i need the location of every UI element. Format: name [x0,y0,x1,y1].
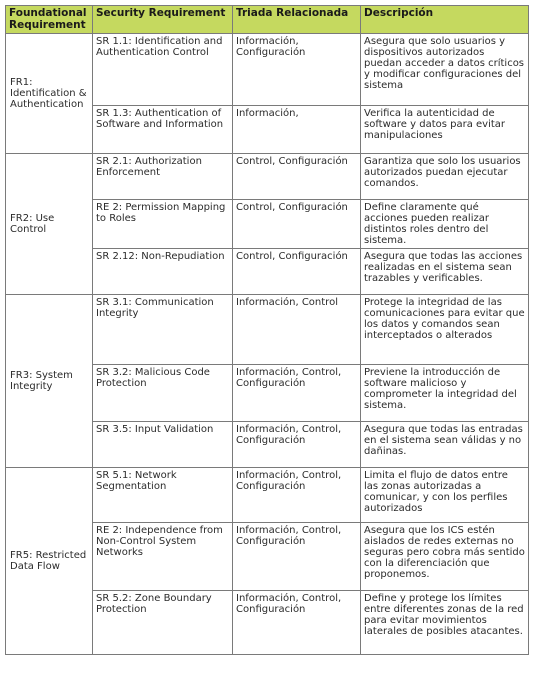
header-row [6,6,529,34]
desc-cell: Verifica la autenticidad de software y datos para evitar manipulaciones [361,106,529,154]
header-descripcion: Descripción [361,6,529,34]
triada-cell: Información, Control, Configuración [233,365,361,422]
fr-cell: FR5: Restricted Data Flow [6,468,93,655]
desc-cell: Define claramente qué acciones pueden realizar distintos roles dentro del sistema. [361,200,529,249]
desc-cell: Asegura que los ICS estén aislados de redes externas no seguras pero cobra más sentido con la diferenciación que proponemos. [361,523,529,591]
triada-cell: Información, Control [233,295,361,365]
desc-cell: Garantiza que solo los usuarios autorizados puedan ejecutar comandos. [361,154,529,200]
fr-cell: FR3: System Integrity [6,295,93,468]
header-foundational: Foundational Requirement [6,6,93,34]
table-row [6,468,529,523]
sr-cell: SR 3.2: Malicious Code Protection [93,365,233,422]
sr-cell: SR 5.1: Network Segmentation [93,468,233,523]
triada-cell: Información, Control, Configuración [233,523,361,591]
desc-cell: Asegura que solo usuarios y dispositivos autorizados puedan acceder a datos críticos y modificar configuraciones del sistema [361,34,529,106]
triada-cell: Información, [233,106,361,154]
triada-cell: Control, Configuración [233,200,361,249]
desc-cell: Protege la integridad de las comunicaciones para evitar que los datos y comandos sean interceptados o alterados [361,295,529,365]
desc-cell: Limita el flujo de datos entre las zonas autorizadas a comunicar, y con los perfiles autorizados [361,468,529,523]
triada-cell: Información, Configuración [233,34,361,106]
triada-cell: Información, Control, Configuración [233,422,361,468]
sr-cell: RE 2: Permission Mapping to Roles [93,200,233,249]
desc-cell: Define y protege los límites entre diferentes zonas de la red para evitar movimientos laterales de posibles atacantes. [361,591,529,655]
desc-cell: Previene la introducción de software malicioso y comprometer la integridad del sistema. [361,365,529,422]
header-security: Security Requirement [93,6,233,34]
sr-cell: SR 3.5: Input Validation [93,422,233,468]
header-triada: Triada Relacionada [233,6,361,34]
sr-cell: SR 3.1: Communication Integrity [93,295,233,365]
sr-cell: SR 5.2: Zone Boundary Protection [93,591,233,655]
sr-cell: SR 1.1: Identification and Authentication Control [93,34,233,106]
table-row [6,295,529,365]
sr-cell: SR 2.1: Authorization Enforcement [93,154,233,200]
sr-cell: SR 2.12: Non-Repudiation [93,249,233,295]
fr-cell: FR1: Identification & Authentication [6,34,93,154]
desc-cell: Asegura que todas las acciones realizadas en el sistema sean trazables y verificables. [361,249,529,295]
desc-cell: Asegura que todas las entradas en el sistema sean válidas y no dañinas. [361,422,529,468]
requirements-table [5,5,529,655]
table-row [6,34,529,106]
triada-cell: Información, Control, Configuración [233,591,361,655]
triada-cell: Control, Configuración [233,154,361,200]
triada-cell: Información, Control, Configuración [233,468,361,523]
triada-cell: Control, Configuración [233,249,361,295]
sr-cell: RE 2: Independence from Non-Control System Networks [93,523,233,591]
sr-cell: SR 1.3: Authentication of Software and Information [93,106,233,154]
fr-cell: FR2: Use Control [6,154,93,295]
table-row [6,154,529,200]
